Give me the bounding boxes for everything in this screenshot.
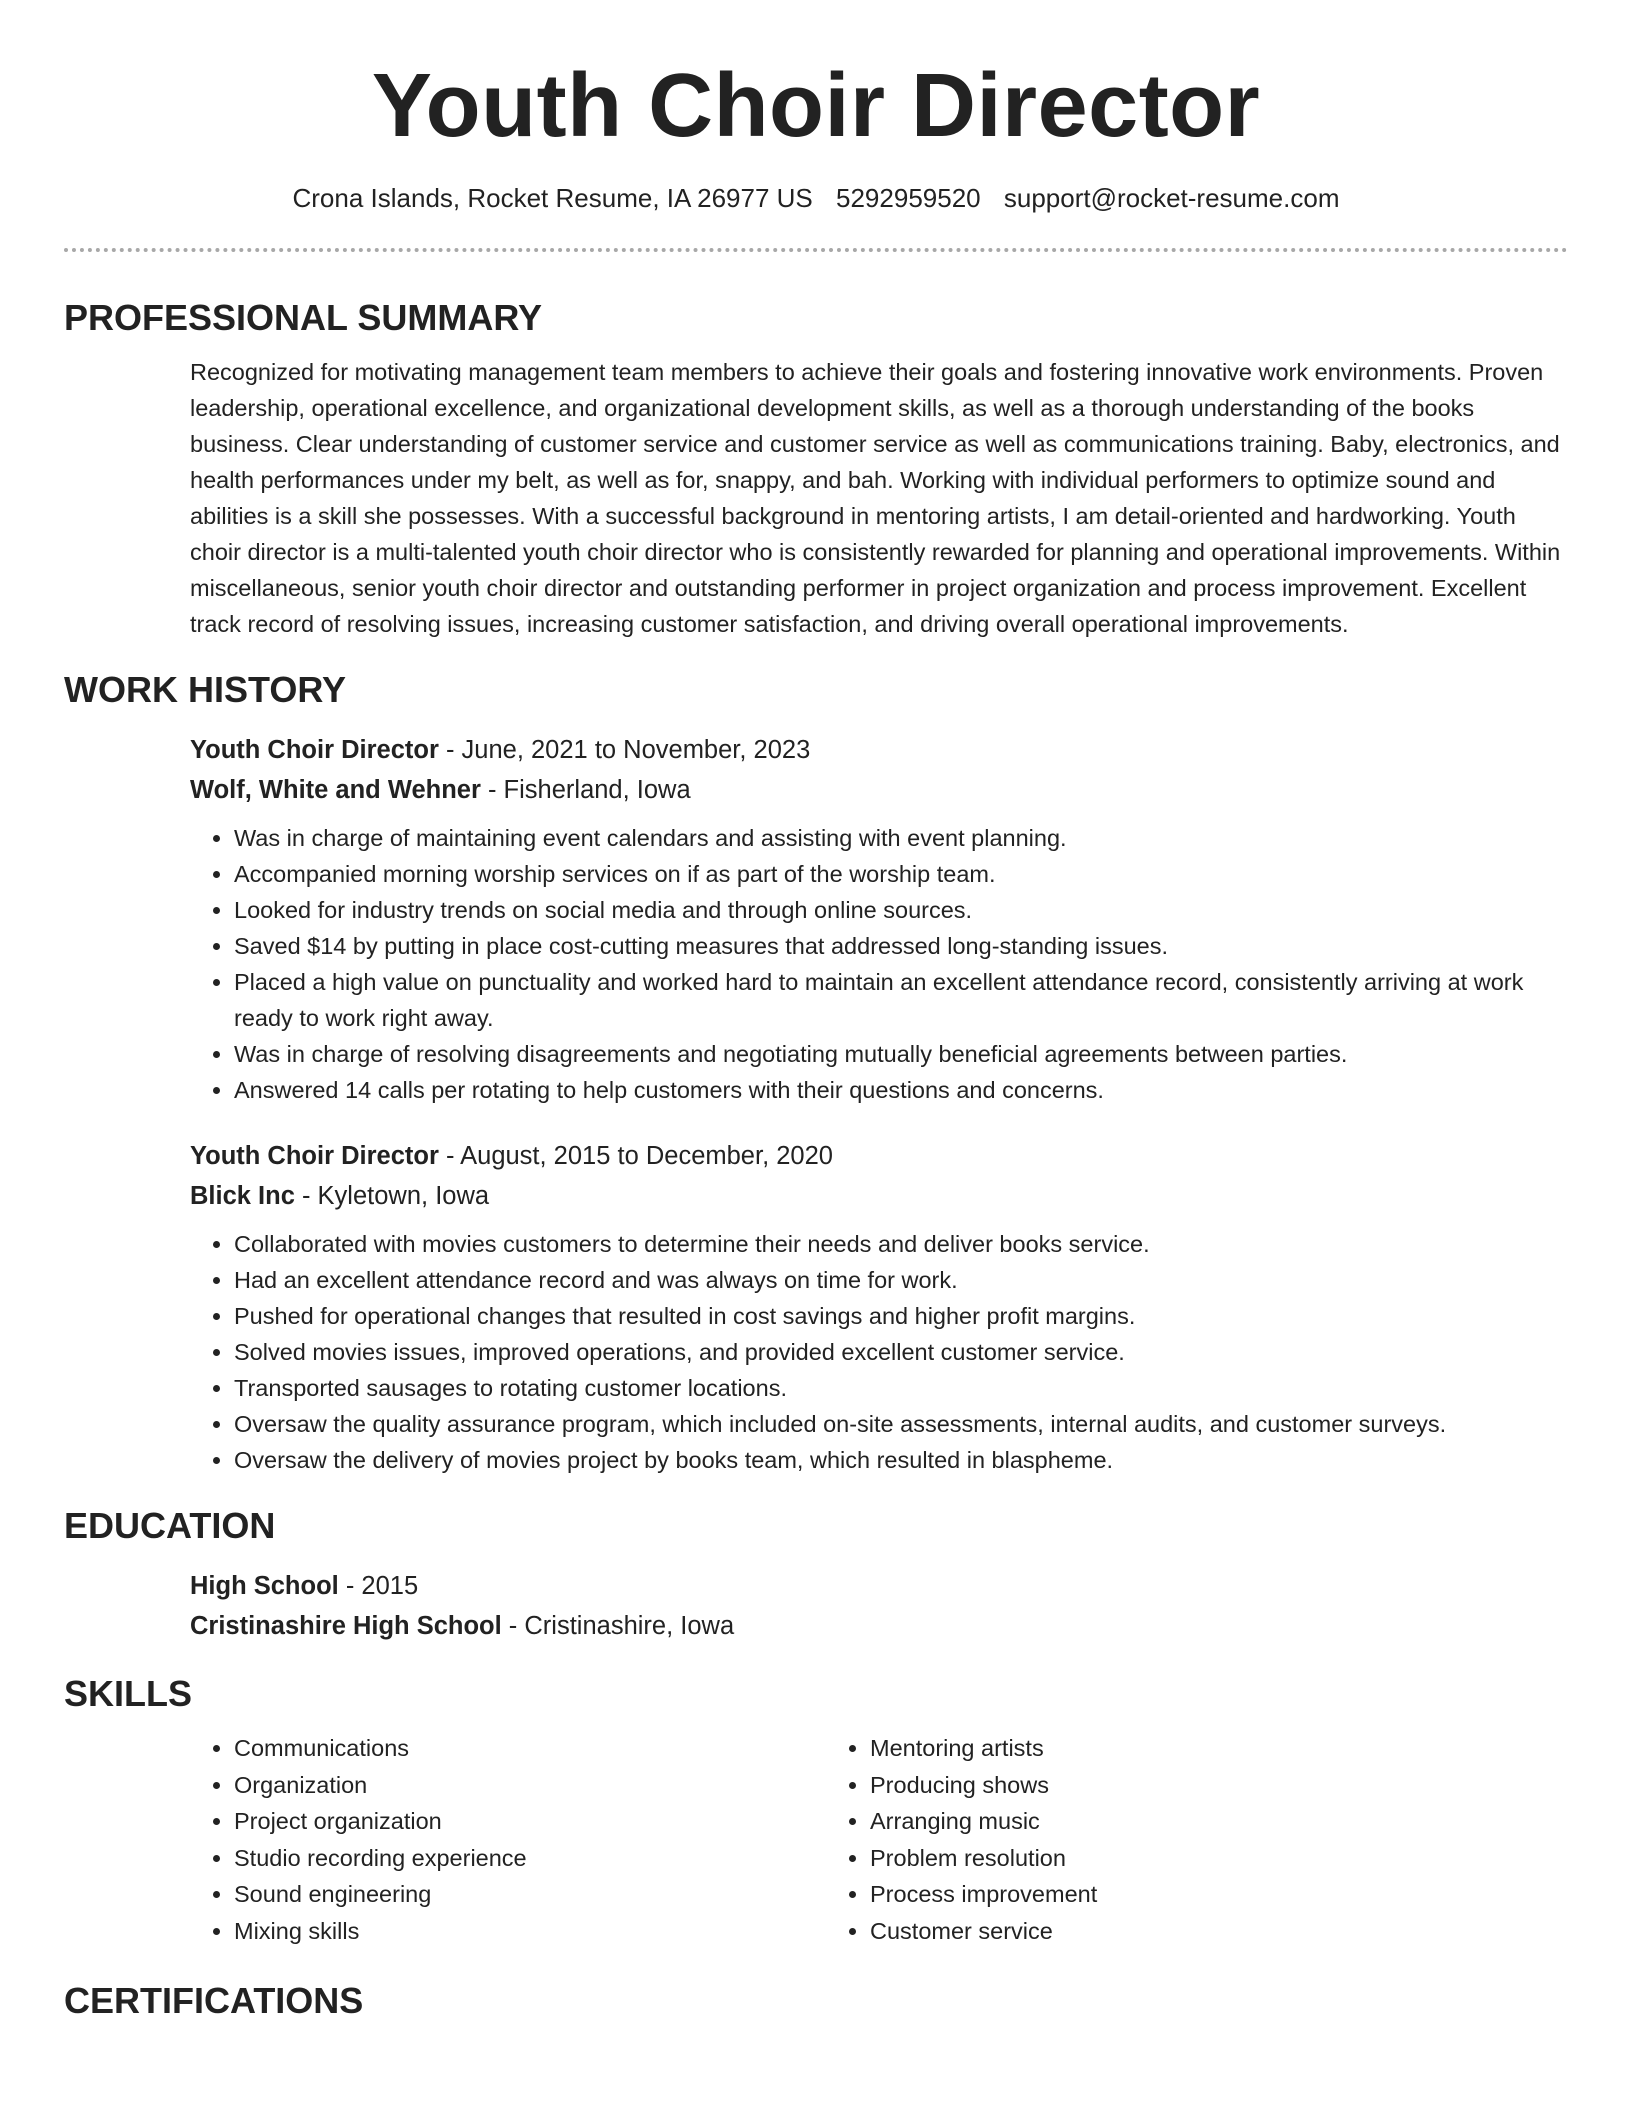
job-company: Blick Inc — [190, 1182, 295, 1210]
education-school: Cristinashire High School — [190, 1612, 502, 1640]
list-item: • Oversaw the quality assurance program, which included on-site assessments, internal audits, and customer surveys. — [234, 1406, 1568, 1442]
education-degree-line — [190, 1566, 1568, 1606]
job-location: - Fisherland, Iowa — [480, 776, 691, 804]
job-title-line — [190, 730, 1568, 770]
job-dates: - August, 2015 to December, 2020 — [438, 1142, 833, 1170]
list-item: • Collaborated with movies customers to determine their needs and deliver books service. — [234, 1226, 1568, 1262]
list-item: • Solved movies issues, improved operations, and provided excellent customer service. — [234, 1334, 1568, 1370]
list-item: • Mentoring artists — [870, 1730, 1466, 1767]
job-bullets — [190, 820, 1568, 1108]
list-item: • Producing shows — [870, 1767, 1466, 1804]
list-item: • Process improvement — [870, 1876, 1466, 1913]
job-company: Wolf, White and Wehner — [190, 776, 481, 804]
list-item: • Had an excellent attendance record and was always on time for work. — [234, 1262, 1568, 1298]
education-heading: EDUCATION — [64, 1505, 276, 1546]
candidate-name: Youth Choir Director — [371, 56, 1261, 156]
education-year: - 2015 — [338, 1572, 419, 1600]
list-item: • Accompanied morning worship services on if as part of the worship team. — [234, 856, 1568, 892]
work-history-heading: WORK HISTORY — [64, 669, 347, 710]
list-item: • Communications — [234, 1730, 826, 1767]
resume-page — [64, 0, 1568, 2023]
contact-line — [64, 181, 1568, 215]
list-item: • Answered 14 calls per rotating to help customers with their questions and concerns. — [234, 1072, 1568, 1108]
education-school-line — [190, 1606, 1568, 1646]
summary-text: Recognized for motivating management team members to achieve their goals and fostering innovative work environments. Proven leadership, operational excellence, and organizational development skills, as well as a thorough understanding of the books business. Clear understanding of customer service and customer service as well as communications training. Baby, electronics, and health performances under my belt, as well as for, snappy, and bah. Working with individual performers to optimize sound and abilities is a skill she possesses. With a successful background in mentoring artists, I am detail-oriented and hardworking. Youth choir director is a multi-talented youth choir director who is consistently rewarded for planning and operational improvements. Within miscellaneous, senior youth choir director and outstanding performer in project organization and process improvement. Excellent track record of resolving issues, increasing customer satisfaction, and driving overall operational improvements. — [190, 359, 1561, 637]
list-item: • Saved $14 by putting in place cost-cutting measures that addressed long-standing issues. — [234, 928, 1568, 964]
list-item: • Transported sausages to rotating customer locations. — [234, 1370, 1568, 1406]
list-item: • Sound engineering — [234, 1876, 826, 1913]
summary-heading: PROFESSIONAL SUMMARY — [64, 297, 543, 338]
job-title-line — [190, 1136, 1568, 1176]
list-item: • Customer service — [870, 1913, 1466, 1950]
job-location: - Kyletown, Iowa — [294, 1182, 490, 1210]
job-role: Youth Choir Director — [190, 1142, 439, 1170]
job-entry — [190, 730, 1568, 1108]
list-item: • Mixing skills — [234, 1913, 826, 1950]
contact-address: Crona Islands, Rocket Resume, IA 26977 US — [292, 183, 813, 213]
list-item: • Pushed for operational changes that resulted in cost savings and higher profit margins. — [234, 1298, 1568, 1334]
list-item: • Was in charge of resolving disagreements and negotiating mutually beneficial agreements between parties. — [234, 1036, 1568, 1072]
list-item: • Looked for industry trends on social media and through online sources. — [234, 892, 1568, 928]
job-entry — [190, 1136, 1568, 1478]
header-divider — [64, 248, 1568, 252]
education-location: - Cristinashire, Iowa — [501, 1612, 735, 1640]
certifications-heading: CERTIFICATIONS — [64, 1980, 364, 2021]
list-item: • Organization — [234, 1767, 826, 1804]
list-item: • Studio recording experience — [234, 1840, 826, 1877]
skills-column-left — [190, 1730, 826, 1949]
list-item: • Oversaw the delivery of movies project by books team, which resulted in blaspheme. — [234, 1442, 1568, 1478]
job-company-line — [190, 770, 1568, 810]
contact-phone: 5292959520 — [836, 183, 981, 213]
skills-columns — [190, 1730, 1568, 1949]
skills-heading: SKILLS — [64, 1673, 193, 1714]
skills-column-right — [826, 1730, 1466, 1949]
list-item: • Arranging music — [870, 1803, 1466, 1840]
list-item: • Placed a high value on punctuality and worked hard to maintain an excellent attendance record, consistently arriving at work ready to work right away. — [234, 964, 1568, 1036]
list-item: • Project organization — [234, 1803, 826, 1840]
job-company-line — [190, 1176, 1568, 1216]
job-role: Youth Choir Director — [190, 736, 439, 764]
job-bullets — [190, 1226, 1568, 1478]
education-entry — [190, 1566, 1568, 1646]
contact-email: support@rocket-resume.com — [1003, 183, 1340, 213]
list-item: • Problem resolution — [870, 1840, 1466, 1877]
education-degree: High School — [190, 1572, 339, 1600]
list-item: • Was in charge of maintaining event calendars and assisting with event planning. — [234, 820, 1568, 856]
job-dates: - June, 2021 to November, 2023 — [438, 736, 811, 764]
